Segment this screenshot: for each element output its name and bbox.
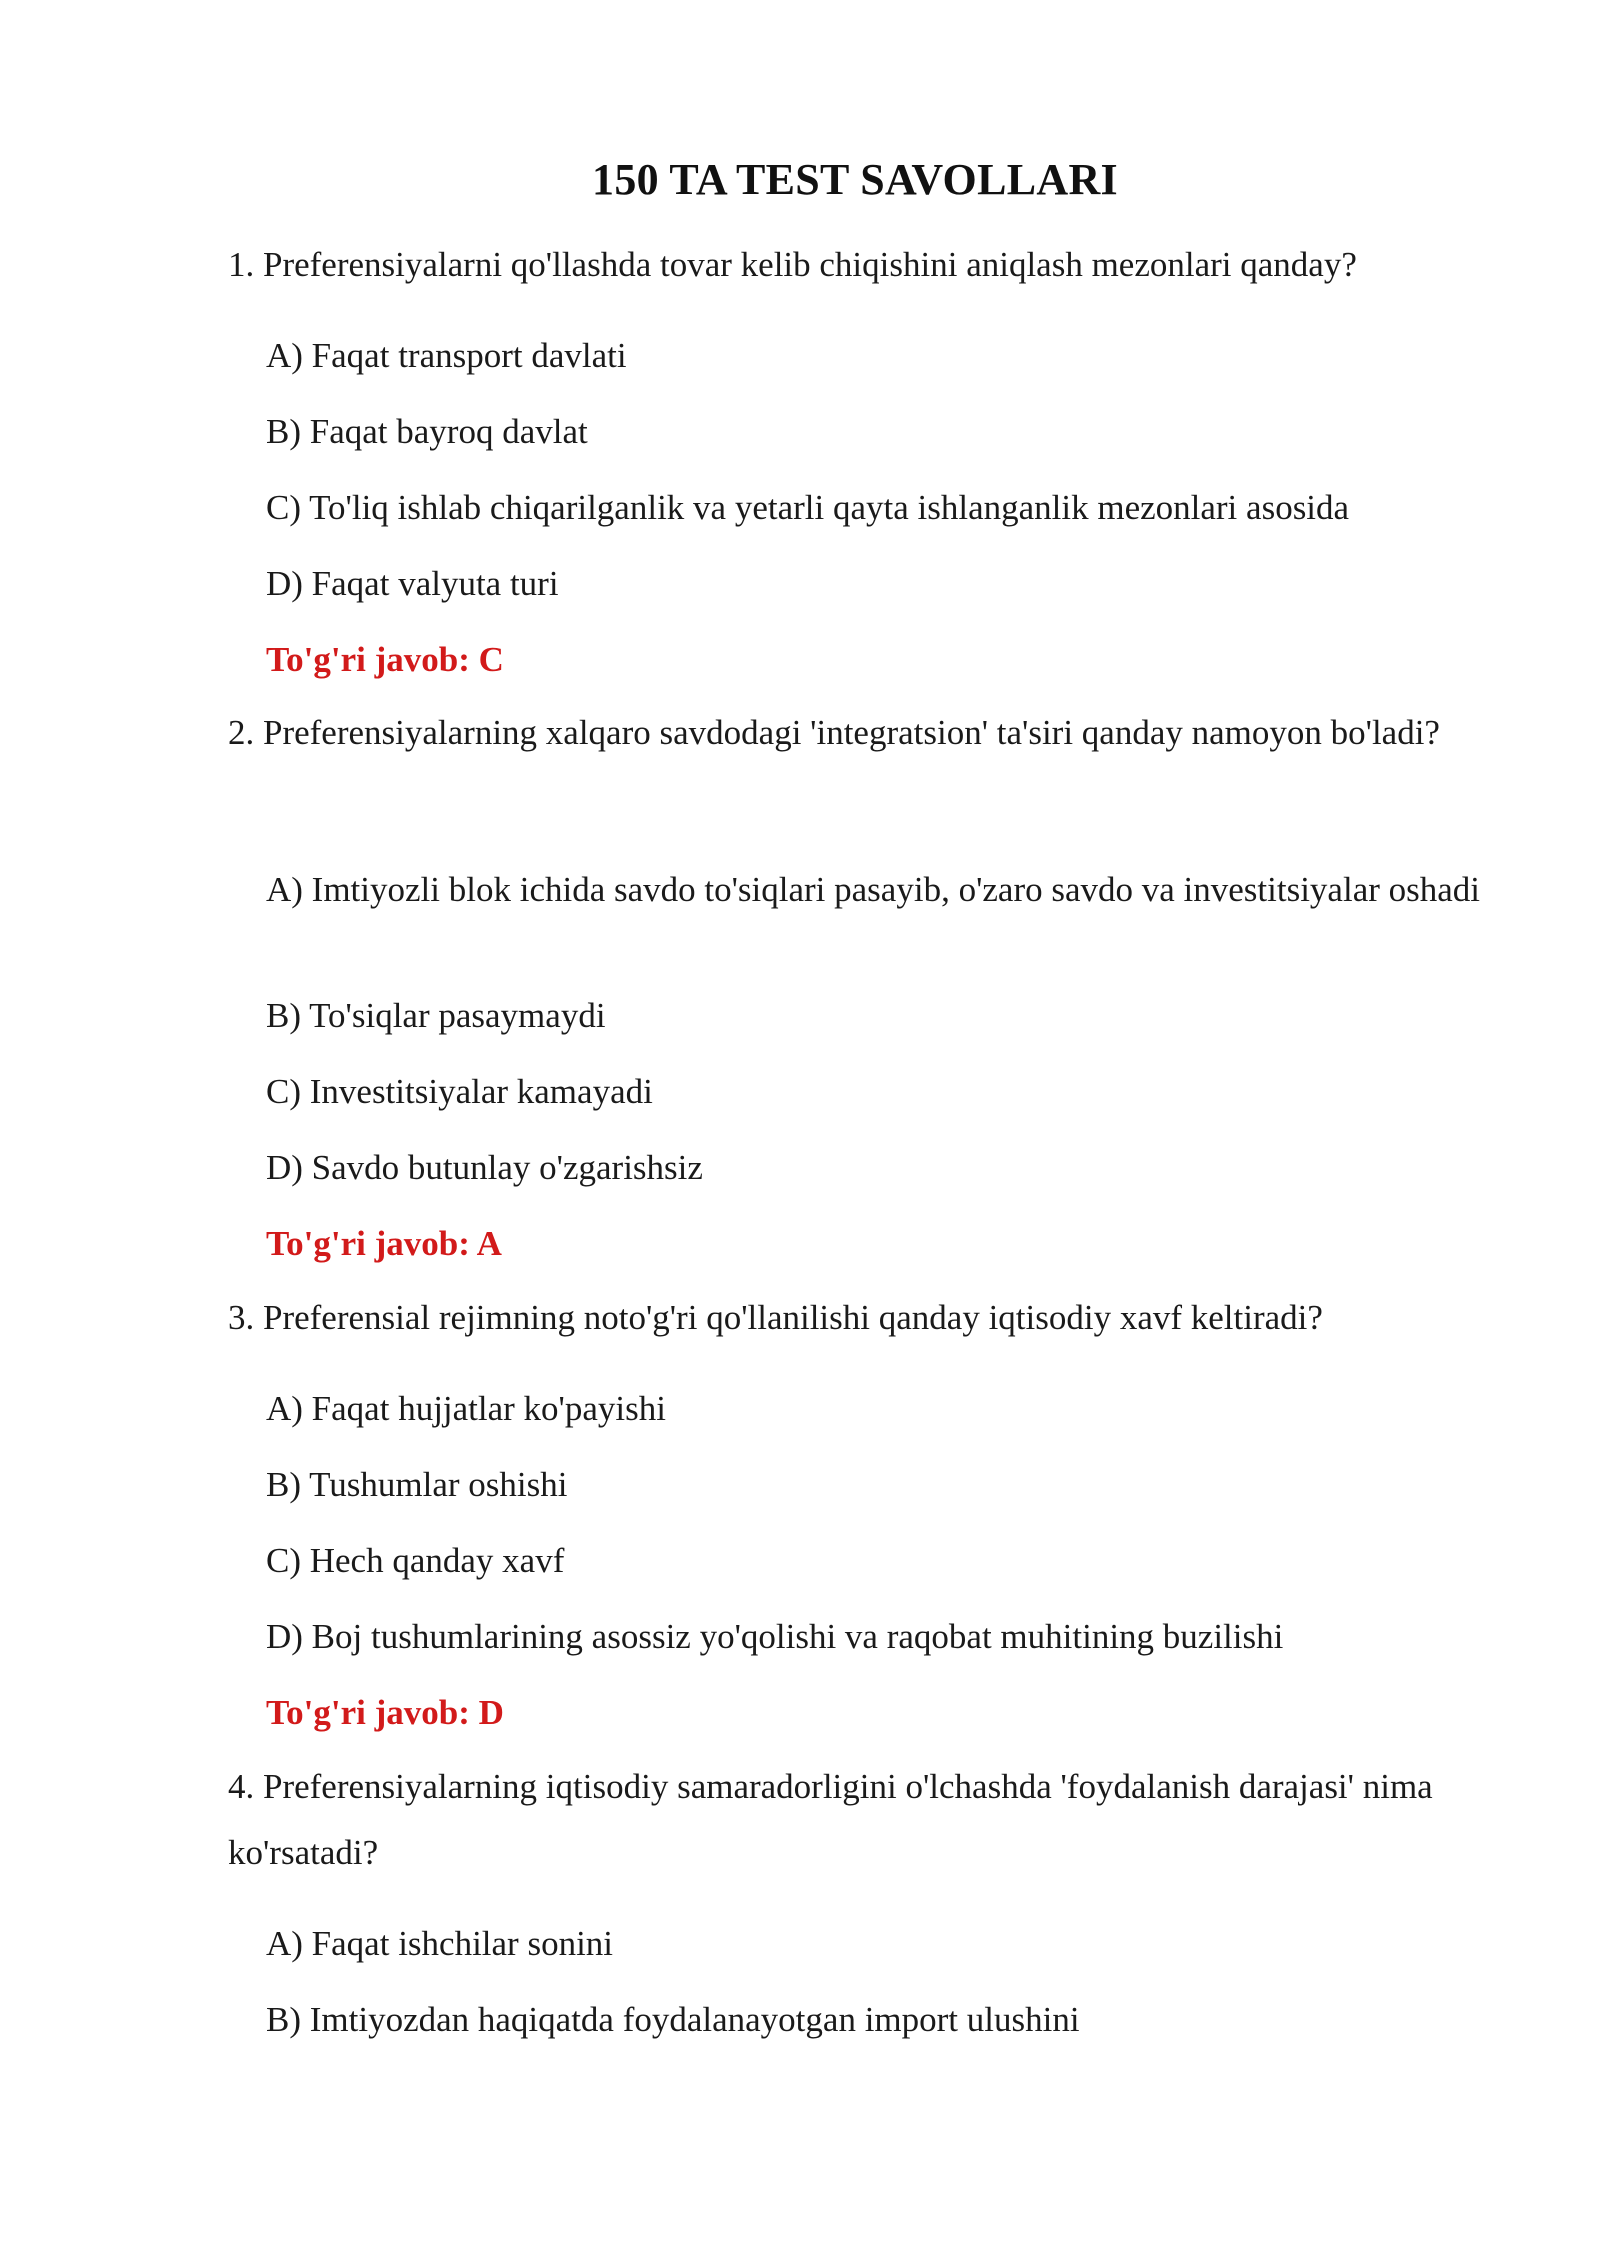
- q2-correct-answer: To'g'ri javob: A: [266, 1224, 502, 1263]
- q1-correct-answer: To'g'ri javob: C: [266, 640, 504, 679]
- q1-option-c: C) To'liq ishlab chiqarilganlik va yetarli qayta ishlanganlik mezonlari asosida: [266, 488, 1350, 527]
- question-2: 2. Preferensiyalarning xalqaro savdodagi 'integratsion' ta'siri qanday namoyon bo'ladi?: [228, 713, 1440, 752]
- q2-option-b: B) To'siqlar pasaymaydi: [266, 996, 606, 1035]
- q3-option-d: D) Boj tushumlarining asossiz yo'qolishi va raqobat muhitining buzilishi: [266, 1617, 1284, 1656]
- q2-option-a: A) Imtiyozli blok ichida savdo to'siqlari pasayib, o'zaro savdo va investitsiyalar oshadi: [266, 870, 1481, 909]
- q3-correct-answer: To'g'ri javob: D: [266, 1693, 504, 1732]
- q3-option-c: C) Hech qanday xavf: [266, 1541, 565, 1580]
- question-4: 4. Preferensiyalarning iqtisodiy samaradorligini o'lchashda 'foydalanish darajasi' nima ko'rsatadi?: [228, 1767, 1433, 1872]
- q1-option-b: B) Faqat bayroq davlat: [266, 412, 588, 451]
- q1-option-d: D) Faqat valyuta turi: [266, 564, 559, 603]
- document-title: 150 TA TEST SAVOLLARI: [592, 155, 1118, 204]
- question-3: 3. Preferensial rejimning noto'g'ri qo'llanilishi qanday iqtisodiy xavf keltiradi?: [228, 1298, 1323, 1337]
- q4-option-a: A) Faqat ishchilar sonini: [266, 1924, 614, 1963]
- q2-option-d: D) Savdo butunlay o'zgarishsiz: [266, 1148, 703, 1187]
- q2-option-c: C) Investitsiyalar kamayadi: [266, 1072, 653, 1111]
- q1-option-a: A) Faqat transport davlati: [266, 336, 627, 375]
- question-1: 1. Preferensiyalarni qo'llashda tovar kelib chiqishini aniqlash mezonlari qanday?: [228, 245, 1357, 284]
- q3-option-a: A) Faqat hujjatlar ko'payishi: [266, 1389, 666, 1428]
- q4-option-b: B) Imtiyozdan haqiqatda foydalanayotgan import ulushini: [266, 2000, 1080, 2039]
- q3-option-b: B) Tushumlar oshishi: [266, 1465, 568, 1504]
